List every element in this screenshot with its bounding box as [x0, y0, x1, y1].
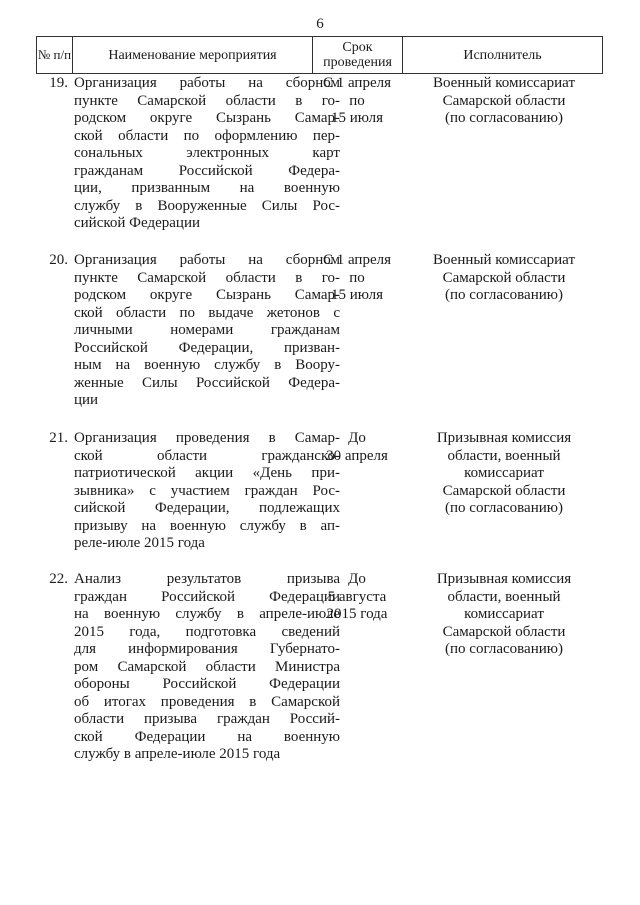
event-name-line: сийской Федерации: [74, 215, 201, 231]
event-term-line: по: [349, 269, 365, 286]
event-executor-line: области, военный: [447, 588, 561, 605]
event-executor-line: Самарской области: [442, 92, 566, 109]
row-number: 20.: [49, 252, 68, 268]
event-name-line: ции, призванным на военную: [74, 180, 340, 196]
event-name-line: ской Федерации на военную: [74, 728, 340, 745]
table-header: [36, 36, 603, 74]
event-name-line: ром Самарской области Министра: [74, 658, 340, 675]
event-name-line: 2015 года, подготовка сведений: [74, 623, 340, 640]
event-term-line: До: [348, 430, 366, 446]
row-number: 22.: [49, 571, 68, 587]
event-name-line: женные Силы Российской Федера-: [74, 374, 340, 391]
event-name-line: зывника» с участием граждан Рос-: [74, 482, 340, 499]
event-executor-line: Призывная комиссия: [436, 430, 572, 446]
event-name-line: Российской Федерации, призван-: [74, 339, 340, 356]
event-name-line: для информирования Губернато-: [74, 641, 340, 657]
event-term-line: 15 июля: [331, 287, 383, 303]
event-name-line: граждан Российской Федерации: [74, 588, 340, 605]
header-term: Срок проведения: [313, 37, 403, 74]
event-name-line: Анализ результатов призыва: [74, 571, 340, 587]
event-executor-line: Призывная комиссия: [436, 571, 572, 587]
event-executor-line: (по согласованию): [445, 110, 563, 126]
event-executor: [406, 430, 602, 518]
event-executor: [406, 571, 602, 659]
event-executor-line: Самарской области: [442, 623, 566, 640]
event-executor-line: (по согласованию): [445, 287, 563, 303]
event-executor: [406, 252, 602, 305]
event-term-line: 5 августа: [327, 588, 387, 605]
event-executor-line: Самарской области: [442, 482, 566, 499]
event-name-line: Организация проведения в Самар-: [74, 430, 340, 446]
event-executor-line: комиссариат: [464, 465, 544, 481]
event-name-line: службу в апреле-июле 2015 года: [74, 746, 281, 762]
event-executor-line: комиссариат: [464, 606, 544, 622]
event-name-line: Организация работы на сборном: [74, 252, 340, 268]
event-executor-line: Самарской области: [442, 269, 566, 286]
event-term: [310, 571, 404, 624]
event-executor-line: области, военный: [447, 447, 561, 464]
event-term-line: 30 апреля: [326, 447, 388, 464]
event-name-line: гражданам Российской Федера-: [74, 162, 340, 179]
event-name-line: ции: [74, 392, 99, 408]
event-name-line: на военную службу в апреле-июле: [74, 606, 340, 622]
event-executor-line: (по согласованию): [445, 500, 563, 516]
event-executor-line: Военный комиссариат: [432, 75, 576, 91]
event-name-line: области призыва граждан Россий-: [74, 711, 340, 727]
event-name-line: сональных электронных карт: [74, 145, 340, 161]
event-name-line: пункте Самарской области в го-: [74, 92, 340, 109]
event-name-line: об итогах проведения в Самарской: [74, 693, 340, 710]
event-name-line: реле-июле 2015 года: [74, 535, 205, 551]
header-executor: Исполнитель: [403, 37, 603, 74]
event-name-line: патриотической акции «День при-: [74, 465, 340, 481]
event-name: [74, 75, 340, 233]
event-name: [74, 571, 340, 764]
header-number: № п/п: [37, 37, 73, 74]
row-number: 21.: [49, 430, 68, 446]
event-term-line: 2015 года: [326, 606, 388, 622]
event-executor: [406, 75, 602, 128]
event-name-line: пункте Самарской области в го-: [74, 269, 340, 286]
event-name: [74, 252, 340, 410]
event-name-line: ской области по оформлению пер-: [74, 127, 340, 144]
event-name-line: призыву на военную службу в ап-: [74, 517, 340, 534]
event-executor-line: Военный комиссариат: [432, 252, 576, 268]
event-term: [310, 75, 404, 128]
page-number: 6: [316, 16, 324, 32]
row-number: 19.: [49, 75, 68, 91]
event-name-line: сийской Федерации, подлежащих: [74, 500, 340, 516]
event-term-line: по: [349, 92, 365, 109]
event-term: [310, 430, 404, 465]
event-executor-line: (по согласованию): [445, 641, 563, 657]
event-name-line: родском округе Сызрань Самар-: [74, 110, 340, 126]
event-term-line: До: [348, 571, 366, 587]
event-name-line: Организация работы на сборном: [74, 75, 340, 91]
event-name-line: ской области гражданско-: [74, 447, 340, 464]
event-name-line: родском округе Сызрань Самар-: [74, 287, 340, 303]
event-name-line: службу в Вооруженные Силы Рос-: [74, 197, 340, 214]
event-name-line: ской области по выдаче жетонов с: [74, 304, 340, 321]
event-term: [310, 252, 404, 305]
event-term-line: С 1 апреля: [322, 252, 392, 268]
event-name-line: обороны Российской Федерации: [74, 676, 340, 692]
event-term-line: 15 июля: [331, 110, 383, 126]
event-name-line: ным на военную службу в Воору-: [74, 357, 340, 373]
event-name: [74, 430, 340, 553]
event-term-line: С 1 апреля: [322, 75, 392, 91]
event-name-line: личными номерами гражданам: [74, 322, 340, 338]
header-event-name: Наименование мероприятия: [73, 37, 313, 74]
